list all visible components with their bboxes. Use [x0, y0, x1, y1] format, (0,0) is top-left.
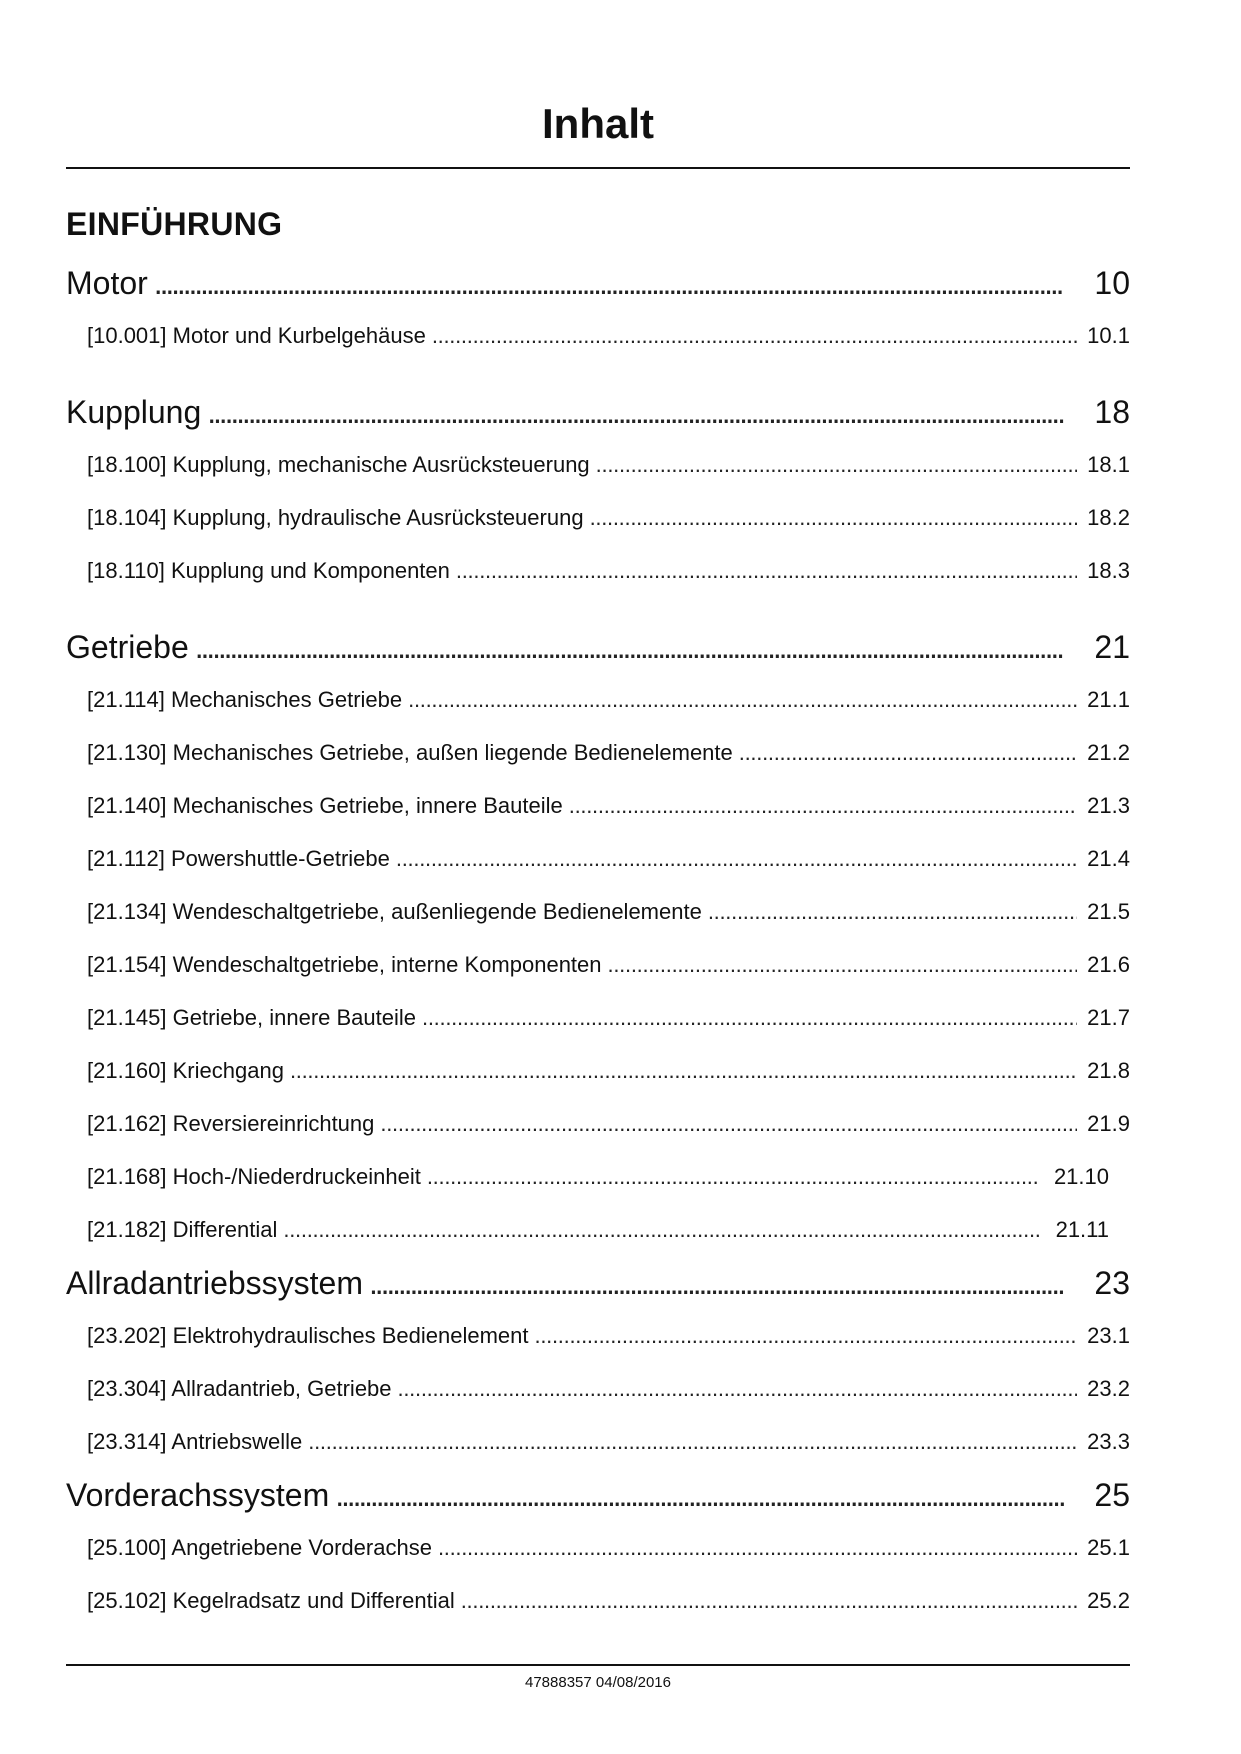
- entry-label: [21.112] Powershuttle-Getriebe: [87, 846, 390, 871]
- dot-leader: [461, 1574, 1077, 1627]
- intro-heading: EINFÜHRUNG: [66, 206, 283, 242]
- dot-leader: [154, 256, 1064, 311]
- toc-section-vorderachssystem[interactable]: [66, 1468, 1130, 1523]
- entry-page: 25.2: [1087, 1588, 1130, 1613]
- section-title: Allradantriebssystem: [66, 1265, 363, 1301]
- entry-label: [21.154] Wendeschaltgetriebe, interne Komponenten: [87, 952, 602, 977]
- footer-divider: [66, 1664, 1130, 1666]
- entry-page: 21.11: [1055, 1217, 1109, 1242]
- toc-section-allradantriebssystem[interactable]: [66, 1256, 1130, 1311]
- toc-section-getriebe[interactable]: [66, 620, 1130, 675]
- toc-entry[interactable]: [66, 1150, 1130, 1203]
- table-of-contents: [66, 256, 1130, 1627]
- toc-entry[interactable]: [66, 779, 1130, 832]
- toc-entry[interactable]: [66, 726, 1130, 779]
- dot-leader: [535, 1309, 1078, 1362]
- toc-entry[interactable]: [66, 1097, 1130, 1150]
- entry-label: [18.104] Kupplung, hydraulische Ausrücksteuerung: [87, 505, 584, 530]
- entry-label: [21.114] Mechanisches Getriebe: [87, 687, 403, 712]
- toc-entry[interactable]: [66, 1521, 1130, 1574]
- entry-label: [21.168] Hoch-/Niederdruckeinheit: [87, 1164, 421, 1189]
- toc-section-motor[interactable]: [66, 256, 1130, 311]
- dot-leader: [438, 1521, 1077, 1574]
- entry-label: [23.202] Elektrohydraulisches Bedienelement: [87, 1323, 529, 1348]
- entry-page: 21.10: [1053, 1164, 1109, 1189]
- dot-leader: [427, 1150, 1039, 1203]
- dot-leader: [590, 491, 1078, 544]
- entry-label: [18.110] Kupplung und Komponenten: [87, 558, 450, 583]
- dot-leader: [195, 620, 1064, 675]
- entry-page: 21.6: [1087, 952, 1130, 977]
- entry-page: 21.7: [1087, 1005, 1130, 1030]
- entry-page: 25.1: [1087, 1535, 1130, 1560]
- dot-leader: [396, 832, 1077, 885]
- entry-page: 18.1: [1087, 452, 1130, 477]
- entry-page: 10.1: [1087, 323, 1130, 348]
- section-page: 25: [1094, 1477, 1130, 1513]
- entry-label: [21.134] Wendeschaltgetriebe, außenliegende Bedienelemente: [87, 899, 702, 924]
- entry-label: [21.130] Mechanisches Getriebe, außen liegende Bedienelemente: [87, 740, 733, 765]
- entry-page: 21.3: [1087, 793, 1130, 818]
- entry-page: 18.3: [1087, 558, 1130, 583]
- entry-label: [21.182] Differential: [87, 1217, 278, 1242]
- toc-entry[interactable]: [66, 1362, 1130, 1415]
- entry-label: [23.314] Antriebswelle: [87, 1429, 303, 1454]
- entry-page: 21.8: [1087, 1058, 1130, 1083]
- toc-entry[interactable]: [66, 1203, 1130, 1256]
- entry-page: 23.3: [1087, 1429, 1130, 1454]
- toc-entry[interactable]: [66, 885, 1130, 938]
- toc-entry[interactable]: [66, 1574, 1130, 1627]
- section-title: Getriebe: [66, 629, 189, 665]
- section-title: Motor: [66, 265, 148, 301]
- toc-entry[interactable]: [66, 1044, 1130, 1097]
- entry-label: [10.001] Motor und Kurbelgehäuse: [87, 323, 426, 348]
- entry-page: 18.2: [1087, 505, 1130, 530]
- section-page: 21: [1094, 629, 1130, 665]
- dot-leader: [739, 726, 1077, 779]
- dot-leader: [369, 1256, 1064, 1311]
- entry-page: 21.1: [1087, 687, 1130, 712]
- entry-label: [25.102] Kegelradsatz und Differential: [87, 1588, 455, 1613]
- entry-label: [25.100] Angetriebene Vorderachse: [87, 1535, 432, 1560]
- toc-entry[interactable]: [66, 1309, 1130, 1362]
- dot-leader: [308, 1415, 1077, 1468]
- toc-entry[interactable]: [66, 544, 1130, 597]
- entry-label: [18.100] Kupplung, mechanische Ausrücksteuerung: [87, 452, 590, 477]
- entry-label: [23.304] Allradantrieb, Getriebe: [87, 1376, 392, 1401]
- dot-leader: [283, 1203, 1039, 1256]
- page-title: Inhalt: [542, 100, 654, 147]
- dot-leader: [380, 1097, 1077, 1150]
- section-page: 10: [1094, 265, 1130, 301]
- toc-entry[interactable]: [66, 832, 1130, 885]
- dot-leader: [456, 544, 1077, 597]
- entry-page: 21.5: [1087, 899, 1130, 924]
- toc-section-kupplung[interactable]: [66, 385, 1130, 440]
- entry-label: [21.140] Mechanisches Getriebe, innere Bauteile: [87, 793, 563, 818]
- toc-entry[interactable]: [66, 991, 1130, 1044]
- dot-leader: [596, 438, 1078, 491]
- section-title: Vorderachssystem: [66, 1477, 330, 1513]
- dot-leader: [608, 938, 1078, 991]
- section-title: Kupplung: [66, 394, 202, 430]
- toc-entry[interactable]: [66, 1415, 1130, 1468]
- entry-page: 23.1: [1087, 1323, 1130, 1348]
- entry-page: 21.9: [1087, 1111, 1130, 1136]
- entry-label: [21.160] Kriechgang: [87, 1058, 284, 1083]
- dot-leader: [408, 673, 1077, 726]
- dot-leader: [432, 309, 1077, 362]
- header-divider: [66, 167, 1130, 169]
- dot-leader: [290, 1044, 1077, 1097]
- dot-leader: [207, 385, 1064, 440]
- section-page: 18: [1094, 394, 1130, 430]
- document-footer: 47888357 04/08/2016: [525, 1674, 671, 1691]
- entry-page: 21.4: [1087, 846, 1130, 871]
- dot-leader: [708, 885, 1077, 938]
- dot-leader: [335, 1468, 1064, 1523]
- dot-leader: [422, 991, 1077, 1044]
- entry-label: [21.162] Reversiereinrichtung: [87, 1111, 375, 1136]
- section-page: 23: [1094, 1265, 1130, 1301]
- toc-entry[interactable]: [66, 438, 1130, 491]
- toc-entry[interactable]: [66, 938, 1130, 991]
- toc-entry[interactable]: [66, 491, 1130, 544]
- entry-page: 23.2: [1087, 1376, 1130, 1401]
- dot-leader: [398, 1362, 1078, 1415]
- entry-label: [21.145] Getriebe, innere Bauteile: [87, 1005, 417, 1030]
- dot-leader: [569, 779, 1077, 832]
- toc-entry[interactable]: [66, 673, 1130, 726]
- toc-entry[interactable]: [66, 309, 1130, 362]
- entry-page: 21.2: [1087, 740, 1130, 765]
